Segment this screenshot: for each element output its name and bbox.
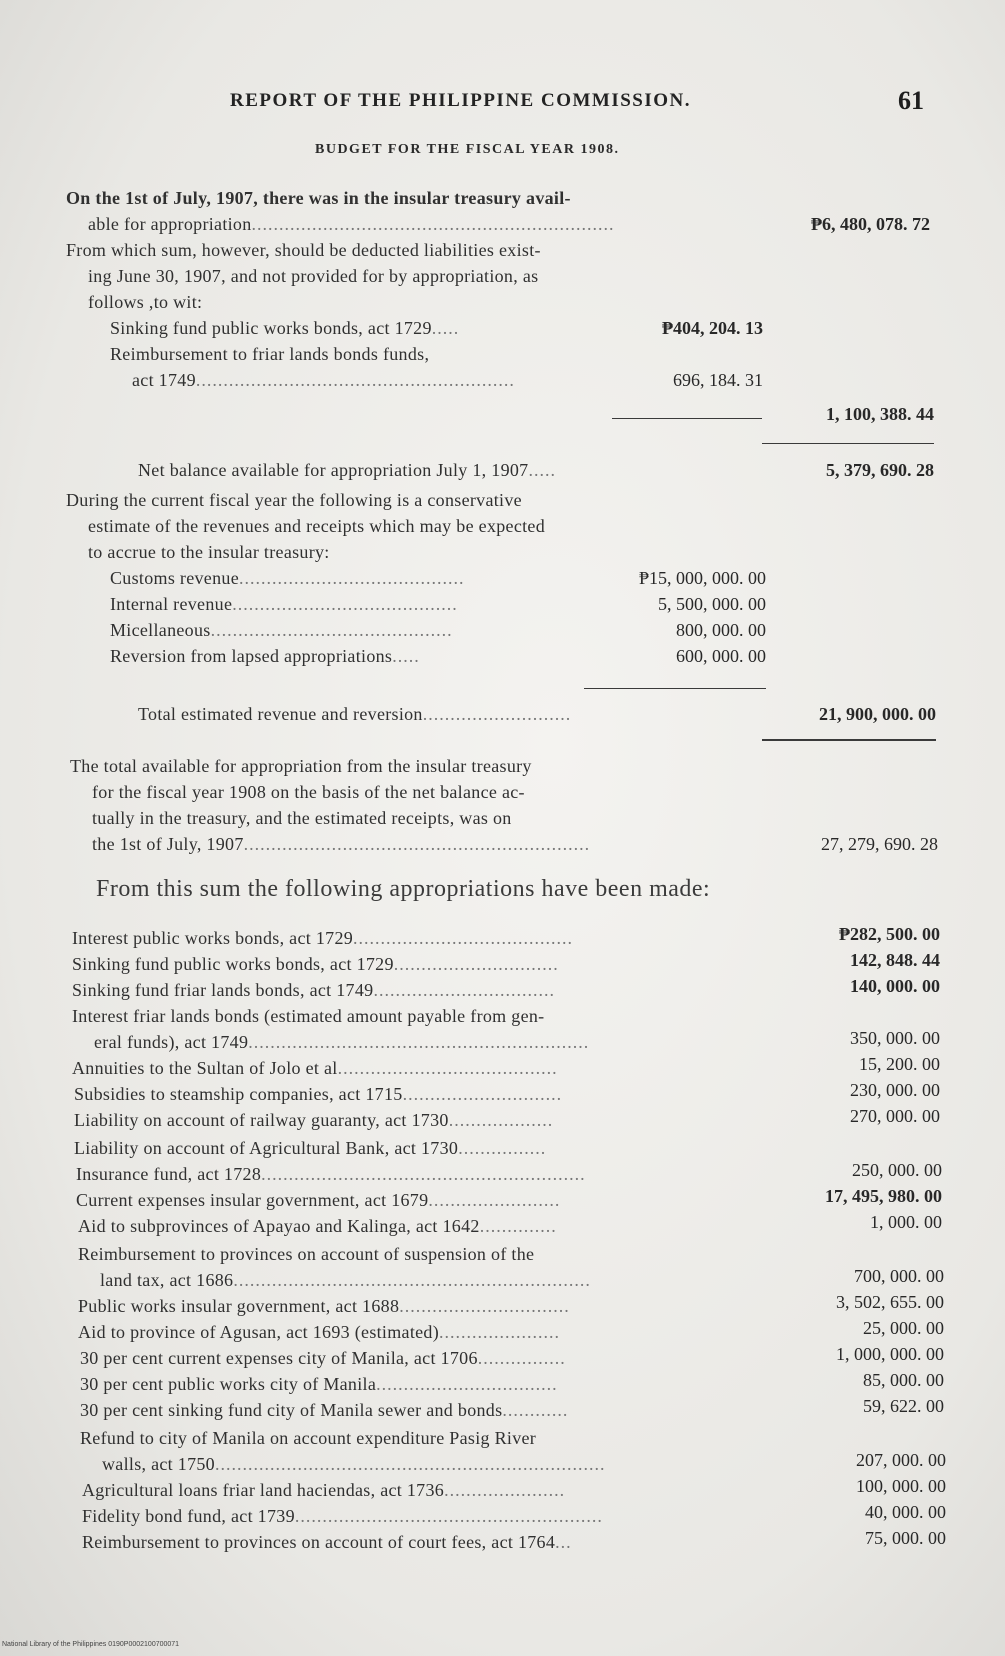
deduction-line-2: ing June 30, 1907, and not provided for by appropriation, as: [88, 266, 539, 286]
appropriation-amount: 230, 000. 00: [850, 1080, 940, 1100]
appropriation-item: walls, act 1750.......................................................................: [102, 1454, 606, 1474]
appropriation-item: Interest public works bonds, act 1729........................................: [72, 928, 574, 948]
revenue-item-misc-amount: 800, 000. 00: [676, 620, 766, 640]
appropriation-item: 30 per cent current expenses city of Manila, act 1706................: [80, 1348, 566, 1368]
appropriation-amount: 40, 000. 00: [865, 1502, 946, 1522]
page-number: 61: [898, 86, 924, 115]
revenue-item-customs: Customs revenue.........................................: [110, 568, 465, 588]
deduction-item-2-line-1: Reimbursement to friar lands bonds funds,: [110, 344, 430, 364]
scan-footer-note: National Library of the Philippines 0190P0002100700071: [2, 1641, 180, 1648]
total-available-line-2: for the fiscal year 1908 on the basis of the net balance ac-: [92, 782, 525, 802]
running-title: REPORT OF THE PHILIPPINE COMMISSION.: [230, 90, 692, 111]
appropriation-item: 30 per cent sinking fund city of Manila sewer and bonds............: [80, 1400, 569, 1420]
revenue-total-rule: [762, 739, 936, 741]
appropriation-amount: 1, 000, 000. 00: [836, 1344, 944, 1364]
appropriation-item: Reimbursement to provinces on account of suspension of the: [78, 1244, 535, 1264]
revenue-item-reversion: Reversion from lapsed appropriations.....: [110, 646, 420, 666]
appropriation-amount: 270, 000. 00: [850, 1106, 940, 1126]
appropriation-item: Fidelity bond fund, act 1739........................................................: [82, 1506, 603, 1526]
revenue-line-1: During the current fiscal year the following is a conservative: [66, 490, 522, 510]
revenue-rule: [584, 688, 766, 689]
appropriation-amount: 1, 000. 00: [870, 1212, 942, 1232]
appropriation-item: land tax, act 1686.................................................................: [100, 1270, 591, 1290]
appropriation-amount: 140, 000. 00: [850, 976, 940, 996]
deduction-line-1: From which sum, however, should be deducted liabilities exist-: [66, 240, 541, 260]
appropriation-amount: 59, 622. 00: [863, 1396, 944, 1416]
appropriation-amount: 700, 000. 00: [854, 1266, 944, 1286]
total-available-line-1: The total available for appropriation from the insular treasury: [70, 756, 532, 776]
total-available-line-3: tually in the treasury, and the estimated receipts, was on: [92, 808, 512, 828]
appropriation-amount: ₱282, 500. 00: [839, 924, 940, 944]
appropriation-amount: 17, 495, 980. 00: [825, 1186, 942, 1206]
revenue-total-label: Total estimated revenue and reversion...........................: [138, 704, 572, 724]
deduction-item-1-label: Sinking fund public works bonds, act 1729.....: [110, 318, 460, 338]
revenue-total-amount: 21, 900, 000. 00: [819, 704, 936, 724]
appropriation-amount: 100, 000. 00: [856, 1476, 946, 1496]
net-balance-amount: 5, 379, 690. 28: [826, 460, 934, 480]
deduction-line-3: follows ,to wit:: [88, 292, 203, 312]
appropriation-item: Current expenses insular government, act 1679........................: [76, 1190, 561, 1210]
appropriation-item: Interest friar lands bonds (estimated amount payable from gen-: [72, 1006, 545, 1026]
appropriation-amount: 85, 000. 00: [863, 1370, 944, 1390]
appropriation-item: Liability on account of railway guaranty, act 1730...................: [74, 1110, 554, 1130]
appropriation-item: Sinking fund friar lands bonds, act 1749.................................: [72, 980, 555, 1000]
appropriation-item: Liability on account of Agricultural Bank, act 1730................: [74, 1138, 547, 1158]
opening-amount: ₱6, 480, 078. 72: [811, 214, 930, 234]
appropriation-item: eral funds), act 1749..............................................................: [94, 1032, 590, 1052]
appropriation-item: Aid to province of Agusan, act 1693 (estimated)......................: [78, 1322, 561, 1342]
budget-subtitle: BUDGET FOR THE FISCAL YEAR 1908.: [315, 142, 620, 157]
appropriation-item: Aid to subprovinces of Apayao and Kalinga, act 1642..............: [78, 1216, 557, 1236]
appropriation-item: Public works insular government, act 1688...............................: [78, 1296, 570, 1316]
revenue-line-2: estimate of the revenues and receipts which may be expected: [88, 516, 546, 536]
appropriation-amount: 25, 000. 00: [863, 1318, 944, 1338]
appropriation-item: Annuities to the Sultan of Jolo et al........................................: [72, 1058, 558, 1078]
appropriation-amount: 350, 000. 00: [850, 1028, 940, 1048]
appropriation-item: Refund to city of Manila on account expenditure Pasig River: [80, 1428, 537, 1448]
appropriation-amount: 75, 000. 00: [865, 1528, 946, 1548]
appropriation-amount: 250, 000. 00: [852, 1160, 942, 1180]
appropriation-amount: 207, 000. 00: [856, 1450, 946, 1470]
appropriation-amount: 15, 200. 00: [859, 1054, 940, 1074]
appropriation-item: Reimbursement to provinces on account of court fees, act 1764...: [82, 1532, 572, 1552]
revenue-item-internal-amount: 5, 500, 000. 00: [658, 594, 766, 614]
appropriation-amount: 142, 848. 44: [850, 950, 940, 970]
appropriation-item: Subsidies to steamship companies, act 1715.............................: [74, 1084, 563, 1104]
deduction-item-2-line-2: act 1749..........................................................: [132, 370, 515, 390]
page-header: [0, 86, 1005, 126]
deduction-item-1-amount: ₱404, 204. 13: [662, 318, 763, 338]
net-balance-rule: [762, 443, 934, 444]
appropriation-item: Insurance fund, act 1728...........................................................: [76, 1164, 586, 1184]
revenue-item-internal: Internal revenue.........................................: [110, 594, 458, 614]
opening-line-2: able for appropriation..................................................................: [88, 214, 615, 234]
revenue-item-customs-amount: ₱15, 000, 000. 00: [638, 568, 766, 588]
revenue-item-misc: Micellaneous............................................: [110, 620, 453, 640]
appropriation-item: Sinking fund public works bonds, act 1729..............................: [72, 954, 559, 974]
appropriation-amount: 3, 502, 655. 00: [836, 1292, 944, 1312]
deduction-item-2-amount: 696, 184. 31: [673, 370, 763, 390]
opening-line-1: On the 1st of July, 1907, there was in the insular treasury avail-: [66, 188, 571, 208]
appropriation-item: Agricultural loans friar land haciendas, act 1736......................: [82, 1480, 566, 1500]
revenue-item-reversion-amount: 600, 000. 00: [676, 646, 766, 666]
total-available-amount: 27, 279, 690. 28: [821, 834, 938, 854]
appropriation-item: 30 per cent public works city of Manila.................................: [80, 1374, 558, 1394]
revenue-line-3: to accrue to the insular treasury:: [88, 542, 330, 562]
deduction-total: 1, 100, 388. 44: [826, 404, 934, 424]
appropriations-heading: From this sum the following appropriations have been made:: [96, 876, 711, 902]
deduction-rule: [612, 418, 762, 419]
total-available-line-4: the 1st of July, 1907...............................................................: [92, 834, 591, 854]
net-balance-label: Net balance available for appropriation July 1, 1907.....: [138, 460, 556, 480]
